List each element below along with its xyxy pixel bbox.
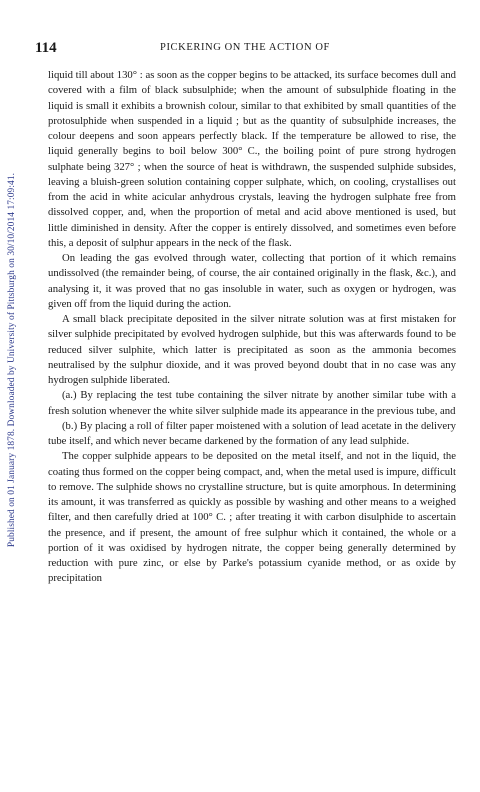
paragraph: (a.) By replacing the test tube containing the silver nitrate by another similar tube with a fresh solution whenever the white silver sulphide made its appearance in the previous tube, and [48, 389, 456, 417]
paragraph: (b.) By placing a roll of filter paper moistened with a solution of lead acetate in the delivery tube itself, and which never became darkened by the formation of any lead sulphide. [48, 419, 456, 447]
paragraph: A small black precipitate deposited in the silver nitrate solution was at first mistaken for silver sulphide precipitated by evolved hydrogen sulphide, but this was afterwards found to be reduced silver sulphite, which latter is precipitated as soon as the ammonia becomes neutralised by the sulphur dioxide, and it was proved beyond doubt that in no case was any hydrogen sulphide liberated. [48, 313, 456, 386]
running-title: PICKERING ON THE ACTION OF [160, 42, 330, 53]
watermark-text: Published on 01 January 1878. Downloaded by University of Pittsburgh on 30/10/2014 17:09:41. [7, 172, 17, 548]
page-number: 114 [35, 40, 57, 56]
download-watermark [4, 80, 20, 640]
running-head [35, 40, 455, 58]
paragraph: The copper sulphide appears to be deposited on the metal itself, and not in the liquid, the coating thus formed on the copper being compact, and, when the metal used is impure, difficult to remove. The sulphide shows no crystalline structure, but is quite amorphous. In determining its amount, it was transferred as quickly as possible by washing and other means to a weighed filter, and then carefully dried at 100° C. ; after treating it with carbon disulphide to ascertain the presence, and if present, the amount of free sulphur which it contained, the whole or a portion of it was oxidised by hydrogen nitrate, the copper being generally determined by reduction with pure zinc, or else by Parke's potassium cyanide method, or as oxide by precipitation [48, 450, 456, 585]
paragraph: liquid till about 130° : as soon as the copper begins to be attacked, its surface becomes dull and covered with a film of black subsulphide; when the amount of subsulphide floating in the liquid is small it exhibits a brownish colour, similar to that exhibited by small quantities of the protosulphide when suspended in a liquid ; but as the quantity of subsulphide increases, the colour deepens and soon appears perfectly black. If the temperature be allowed to rise, the liquid generally begins to boil below 300° C., the boiling point of pure strong hydrogen sulphate being 327° ; when the source of heat is withdrawn, the suspended sulphide subsides, leaving a bluish-green solution containing copper sulphate, which, on cooling, crystallises out from the acid in white acicular anhydrous crystals, leaving the hydrogen sulphate free from dissolved copper, and, when the proportion of metal and acid above mentioned is used, but little diminished in density. After the copper is entirely dissolved, and sometimes even before this, a deposit of sulphur appears in the neck of the flask. [48, 69, 456, 249]
paragraph: On leading the gas evolved through water, collecting that portion of it which remains undissolved (the remainder being, of course, the air contained originally in the flask, &c.), and analysing it, it was proved that no gas insoluble in water, such as oxygen or hydrogen, was given off from the liquid during the action. [48, 252, 456, 310]
body-text [48, 68, 456, 587]
